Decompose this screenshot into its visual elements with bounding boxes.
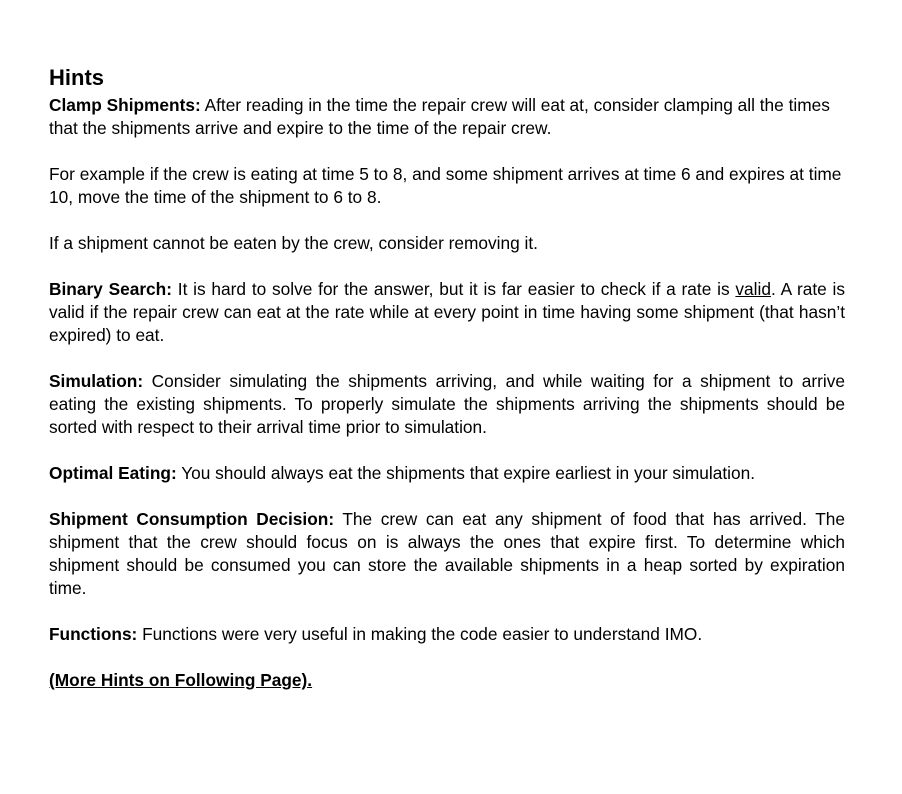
functions-label: Functions: (49, 624, 138, 644)
optimal-eating-label: Optimal Eating: (49, 463, 177, 483)
example-paragraph: For example if the crew is eating at time 5 to 8, and some shipment arrives at time 6 and expires at time 10, move the time of the shipment to 6 to 8. (49, 164, 842, 207)
functions-text: Functions were very useful in making the code easier to understand IMO. (137, 624, 703, 644)
simulation-text: Consider simulating the shipments arriving, and while waiting for a shipment to arrive eating the existing shipments. To properly simulate the shipments arriving the shipments should be sorted with respect to their arrival time prior to simulation. (49, 371, 845, 437)
clamp-shipments-label: Clamp Shipments: (49, 95, 201, 115)
shipment-decision-paragraph (49, 508, 845, 600)
binary-search-label: Binary Search: (49, 279, 172, 299)
hints-section (49, 64, 845, 715)
more-hints-paragraph (49, 669, 845, 692)
section-title: Hints (49, 65, 104, 90)
shipment-decision-label: Shipment Consumption Decision: (49, 509, 335, 529)
simulation-paragraph (49, 370, 845, 439)
functions-paragraph (49, 623, 845, 646)
valid-word: valid (735, 279, 771, 299)
clamp-shipments-text: After reading in the time the repair crew will eat at, consider clamping all the times that the shipments arrive and expire to the time of the repair crew. (49, 95, 830, 138)
more-hints-note: (More Hints on Following Page). (49, 670, 313, 690)
clamp-shipments-paragraph (49, 94, 845, 140)
simulation-label: Simulation: (49, 371, 144, 391)
shipment-decision-text: The crew can eat any shipment of food that has arrived. The shipment that the crew should focus on is always the ones that expire first. To determine which shipment should be consumed you can store the available shipments in a heap sorted by expiration time. (49, 509, 845, 598)
binary-search-text-after: . A rate is valid if the repair crew can eat at the rate while at every point in time having some shipment (that hasn’t expired) to eat. (49, 279, 845, 345)
optimal-eating-paragraph (49, 462, 845, 485)
binary-search-paragraph (49, 278, 845, 347)
binary-search-text-before: It is hard to solve for the answer, but it is far easier to check if a rate is (171, 279, 736, 299)
remove-paragraph: If a shipment cannot be eaten by the crew, consider removing it. (49, 233, 538, 253)
optimal-eating-text: You should always eat the shipments that expire earliest in your simulation. (176, 463, 755, 483)
